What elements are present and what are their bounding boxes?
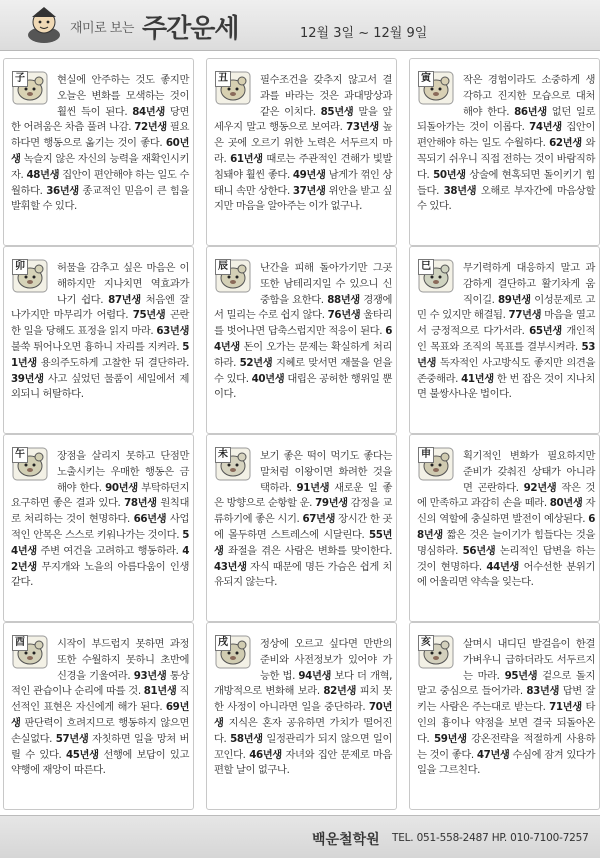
year-fortune: 지식은 혼자 공유하면 가치가 떨어진다.: [214, 716, 393, 745]
birth-year: 38년생: [443, 184, 477, 197]
zodiac-card: [3, 246, 194, 434]
year-fortune: 통상적인 관습이나 순리에 따를 것.: [11, 669, 190, 698]
year-fortune: 때로는 주관적인 견해가 빛발침돼야 훨씬 좋다.: [214, 152, 393, 181]
zodiac-label: 辰: [215, 259, 231, 275]
birth-year: 60년생: [11, 137, 189, 165]
birth-year: 44년생: [486, 560, 519, 573]
year-fortune: 처음엔 잘나가지만 마무리가 어렵다.: [11, 293, 189, 322]
fortune-lead: 보기 좋은 떡이 먹기도 좋다는 말처럼 이왕이면 화려한 것을 택하라.: [260, 450, 392, 494]
zodiac-card: [206, 434, 397, 622]
zodiac-card: [3, 58, 194, 246]
year-fortune: 주변 여건을 고려하고 행동하라.: [40, 544, 179, 557]
fortune-lead: 시작이 부드럽지 못하면 과정 또한 수월하지 못하니 초반에 신경을 기울여라.: [57, 638, 189, 682]
zodiac-card: [409, 622, 600, 810]
zodiac-label: 酉: [12, 635, 28, 651]
contact-info: TEL. 051-558-2487 HP. 010-7100-7257: [392, 832, 589, 844]
birth-year: 59년생: [434, 732, 467, 745]
birth-year: 69년생: [11, 701, 189, 729]
fortune-text: [214, 73, 392, 215]
birth-year: 82년생: [323, 685, 357, 698]
zodiac-card: [409, 58, 600, 246]
org-name: 백운철학원: [312, 832, 380, 848]
fortune-lead: 정상에 오르고 싶다면 만반의 준비와 사전정보가 있어야 가능한 법.: [260, 638, 392, 682]
birth-year: 49년생: [292, 168, 326, 181]
birth-year: 72년생: [134, 121, 167, 134]
year-fortune: 타인의 흉이나 약점을 보면 결국 되돌아온다.: [417, 701, 596, 745]
fortune-text: [11, 73, 189, 215]
year-fortune: 지혜로 맞서면 재물을 얻을 수 있다.: [214, 356, 393, 385]
birth-year: 68년생: [417, 513, 595, 541]
birth-year: 54년생: [11, 528, 189, 557]
year-fortune: 사고 싶었던 물품이 세일에서 제외되니 허탈하다.: [11, 372, 190, 401]
year-fortune: 말을 앞세우지 말고 행동으로 보여라.: [214, 105, 392, 134]
fortune-lead: 장점을 살리지 못하고 단점만 노출시키는 우매한 행동은 금해야 한다.: [57, 450, 189, 494]
birth-year: 45년생: [66, 748, 99, 761]
birth-year: 91년생: [296, 481, 330, 494]
fortune-teller-mascot-icon: [22, 5, 66, 45]
fortune-text: [214, 261, 392, 403]
birth-year: 51년생: [11, 340, 189, 369]
year-fortune: 와 꼭되기 쉬우니 직접 전하는 것이 바람직하다.: [417, 137, 596, 181]
header-subtitle: 재미로 보는: [70, 21, 134, 36]
birth-year: 52년생: [239, 356, 273, 369]
fortune-lead: 무기력하게 대응하지 말고 과감하게 결단하고 활기차게 움직이길.: [463, 262, 595, 306]
birth-year: 41년생: [461, 372, 494, 385]
birth-year: 83년생: [526, 685, 560, 698]
birth-year: 48년생: [26, 168, 60, 181]
year-fortune: 없던 일로 되돌아가는 것이 이롭다.: [417, 105, 595, 134]
year-fortune: 겉으로 돌지 말고 중심으로 들어가라.: [417, 669, 595, 698]
year-fortune: 대립은 공허한 행위일 뿐이다.: [214, 372, 393, 401]
page-header: [0, 0, 600, 51]
fortune-lead: 허물을 감추고 싶은 마음은 이해하지만 지나치면 역효과가 나기 쉽다.: [57, 262, 189, 306]
year-fortune: 짧은 것은 늘이기가 힘들다는 것을 명심하라.: [417, 528, 595, 557]
year-fortune: 높은 곳에 오르기 위한 노력은 서두르지 마라.: [214, 121, 393, 165]
year-fortune: 답변 잘 키는 사람은 주는대로 받는다.: [417, 685, 596, 714]
year-fortune: 마음을 열고서 긍정적으로 다가서라.: [417, 309, 596, 338]
zodiac-card: [409, 246, 600, 434]
birth-year: 94년생: [298, 669, 332, 682]
year-fortune: 피치 못한 사정이 아니라면 일을 중단하라.: [214, 685, 393, 714]
birth-year: 39년생: [11, 372, 44, 385]
year-fortune: 울타리를 벗어나면 답축스럽지만 적응이 된다.: [214, 309, 393, 338]
fortune-lead: 현실에 안주하는 것도 좋지만 오늘은 변화를 모색하는 것이 훨씬 득이 된다.: [57, 74, 189, 118]
year-fortune: 집안이 편안해야 하는 일도 수월하다.: [417, 121, 596, 150]
year-fortune: 논리적인 답변을 하는 것이 현명하다.: [417, 544, 596, 573]
birth-year: 84년생: [132, 105, 165, 118]
year-fortune: 무지개와 노을의 아름다움이 인생같다.: [11, 560, 189, 589]
fortune-text: [214, 637, 392, 779]
fortune-text: [11, 261, 189, 403]
fortune-text: [214, 449, 392, 591]
year-fortune: 한 번 잡은 것이 지나치면 불쌍사나운 법이다.: [417, 372, 596, 401]
date-range: 12월 3일 ~ 12월 9일: [300, 26, 428, 41]
fortune-text: [417, 637, 595, 779]
birth-year: 73년생: [346, 121, 379, 134]
birth-year: 43년생: [214, 560, 247, 573]
year-fortune: 작은 것에 만족하고 과감히 손을 떼라.: [417, 481, 595, 510]
zodiac-label: 寅: [418, 71, 434, 87]
year-fortune: 집안이 편안해야 하는 일도 수월하다.: [11, 168, 190, 197]
fortune-text: [417, 261, 595, 403]
birth-year: 74년생: [529, 121, 562, 134]
year-fortune: 원칙대로 처리하는 것이 현명하다.: [11, 497, 190, 526]
birth-year: 76년생: [327, 309, 361, 322]
year-fortune: 보다 더 개혁, 개방적으로 변화해 보라.: [214, 669, 393, 698]
year-fortune: 오해로 부자간에 마음상할 수 있다.: [417, 184, 596, 213]
zodiac-card: [3, 434, 194, 622]
birth-year: 77년생: [508, 309, 542, 322]
fortune-lead: 난간을 피해 돌아가기만 그곳 또한 남테리지일 수 있으니 신중함을 요한다.: [260, 262, 392, 306]
year-fortune: 이성문제로 고민 수 있지만 해결됨.: [417, 293, 596, 322]
year-fortune: 남게가 꺾인 상태니 속만 상한다.: [214, 168, 393, 197]
year-fortune: 강온전략을 적절하게 사용하는 것이 좋다.: [417, 732, 596, 761]
zodiac-label: 亥: [418, 635, 434, 651]
year-fortune: 선행에 보답이 있고 약행에 재앙이 따른다.: [11, 748, 189, 777]
year-fortune: 자식 때문에 명든 가슴은 쉽게 치유되지 않는다.: [214, 560, 392, 589]
birth-year: 50년생: [433, 168, 466, 181]
zodiac-label: 卯: [12, 259, 28, 275]
birth-year: 85년생: [320, 105, 354, 118]
page-footer: [0, 815, 600, 858]
year-fortune: 위안을 받고 싶지만 마음을 알아주는 이가 없구나.: [214, 184, 393, 213]
zodiac-label: 戌: [215, 635, 231, 651]
year-fortune: 장시간 한 곳에 몰두하면 스트레스에 시달린다.: [214, 513, 393, 541]
year-fortune: 일정관리가 되지 않으면 일이 꼬인다.: [214, 732, 393, 761]
year-fortune: 필요하다면 행동으로 옮기는 것이 좋다.: [11, 121, 190, 150]
birth-year: 40년생: [251, 372, 285, 385]
year-fortune: 경쟁에서 밀리는 수로 쉽지 않다.: [214, 293, 393, 322]
fortune-text: [11, 637, 189, 779]
year-fortune: 부탁하던지 요구하면 좋은 결과 있다.: [11, 481, 190, 510]
zodiac-label: 子: [12, 71, 28, 87]
birth-year: 78년생: [124, 497, 157, 510]
birth-year: 57년생: [55, 732, 89, 745]
year-fortune: 개인적인 목표와 조직의 목표를 결부시켜라.: [417, 325, 596, 353]
year-fortune: 자녀와 집안 문제로 마음 편할 날이 없구나.: [214, 748, 393, 777]
birth-year: 56년생: [462, 544, 496, 557]
birth-year: 95년생: [504, 669, 538, 682]
zodiac-card: [409, 434, 600, 622]
birth-year: 55년생: [214, 528, 393, 557]
birth-year: 63년생: [156, 325, 189, 338]
fortune-lead: 작은 경험이라도 소중하게 생각하고 진지한 모습으로 대처해야 한다.: [463, 74, 595, 118]
birth-year: 66년생: [133, 513, 167, 526]
year-fortune: 독자적인 사고방식도 좋지만 의견을 존중해라.: [417, 356, 596, 385]
birth-year: 58년생: [230, 732, 263, 745]
year-fortune: 자칫하면 일을 망쳐 버릴 수 있다.: [11, 732, 190, 761]
year-fortune: 자신의 역할에 충실하면 발전이 예상된다.: [417, 497, 596, 526]
year-fortune: 당면한 어려움은 차츰 풀려 나감.: [11, 105, 189, 134]
birth-year: 71년생: [549, 701, 582, 714]
year-fortune: 녹슬지 않은 자신의 능력을 재확인시키자.: [11, 152, 189, 181]
birth-year: 86년생: [514, 105, 547, 118]
birth-year: 80년생: [549, 497, 583, 510]
zodiac-card: [206, 58, 397, 246]
fortune-lead: 살며시 내디딘 발걸음이 한결 가벼우니 급하더라도 서두르지는 마라.: [463, 638, 595, 682]
year-fortune: 어수선한 분위기에 어울리면 약속을 잊는다.: [417, 560, 596, 589]
birth-year: 90년생: [105, 481, 138, 494]
zodiac-label: 巳: [418, 259, 434, 275]
year-fortune: 상술에 현혹되면 돌이키기 힘들다.: [417, 168, 596, 197]
year-fortune: 직선적인 표현은 자신에게 해가 된다.: [11, 685, 190, 714]
birth-year: 47년생: [476, 748, 510, 761]
birth-year: 81년생: [143, 685, 177, 698]
year-fortune: 종교적인 믿음이 큰 힘을 발휘할 수 있다.: [11, 184, 190, 213]
fortune-lead: 필수조건을 갖추지 않고서 결과를 바라는 것은 과대망상과 같은 이치다.: [260, 74, 392, 118]
birth-year: 93년생: [133, 669, 167, 682]
year-fortune: 불쑥 튀어나오면 흉하니 자리를 지켜라.: [11, 340, 180, 353]
birth-year: 36년생: [46, 184, 79, 197]
zodiac-label: 未: [215, 447, 231, 463]
birth-year: 46년생: [249, 748, 282, 761]
year-fortune: 좌절을 겪은 사람은 변화를 맞이한다.: [228, 544, 392, 557]
birth-year: 87년생: [108, 293, 141, 306]
birth-year: 65년생: [529, 325, 562, 338]
birth-year: 53년생: [417, 340, 595, 369]
birth-year: 37년생: [292, 184, 326, 197]
zodiac-card: [206, 622, 397, 810]
year-fortune: 수심에 잠겨 있다가 일을 그르친다.: [417, 748, 596, 777]
page-title: 주간운세: [142, 14, 239, 44]
fortune-lead: 획기적인 변화가 필요하지만 준비가 갖춰진 상태가 아니라면 곤란하다.: [463, 450, 595, 494]
birth-year: 70년생: [214, 701, 392, 729]
birth-year: 67년생: [302, 513, 336, 526]
zodiac-label: 丑: [215, 71, 231, 87]
year-fortune: 새로운 일 좋은 방향으로 순항할 운.: [214, 481, 392, 510]
year-fortune: 돈이 오가는 문제는 확실하게 처리하라.: [214, 340, 392, 369]
birth-year: 42년생: [11, 544, 190, 573]
zodiac-card: [206, 246, 397, 434]
zodiac-card: [3, 622, 194, 810]
birth-year: 88년생: [327, 293, 360, 306]
year-fortune: 판단력이 흐려지므로 행동하지 않으면 손실없다.: [11, 716, 190, 745]
birth-year: 61년생: [230, 152, 263, 165]
birth-year: 64년생: [214, 325, 392, 353]
birth-year: 75년생: [132, 309, 166, 322]
birth-year: 79년생: [315, 497, 348, 510]
birth-year: 89년생: [498, 293, 531, 306]
zodiac-label: 申: [418, 447, 434, 463]
year-fortune: 곤란한 일을 당해도 표정을 읽지 마라.: [11, 309, 190, 338]
birth-year: 92년생: [523, 481, 557, 494]
fortune-text: [417, 449, 595, 591]
zodiac-label: 午: [12, 447, 28, 463]
fortune-text: [417, 73, 595, 215]
year-fortune: 감정을 교류하기에 좋은 시기.: [214, 497, 393, 526]
year-fortune: 사업적인 안목은 스스로 키워나가는 것이다.: [11, 513, 190, 541]
year-fortune: 용의주도하게 고찰한 뒤 결단하라.: [40, 356, 189, 369]
fortune-text: [11, 449, 189, 591]
birth-year: 62년생: [549, 137, 582, 150]
